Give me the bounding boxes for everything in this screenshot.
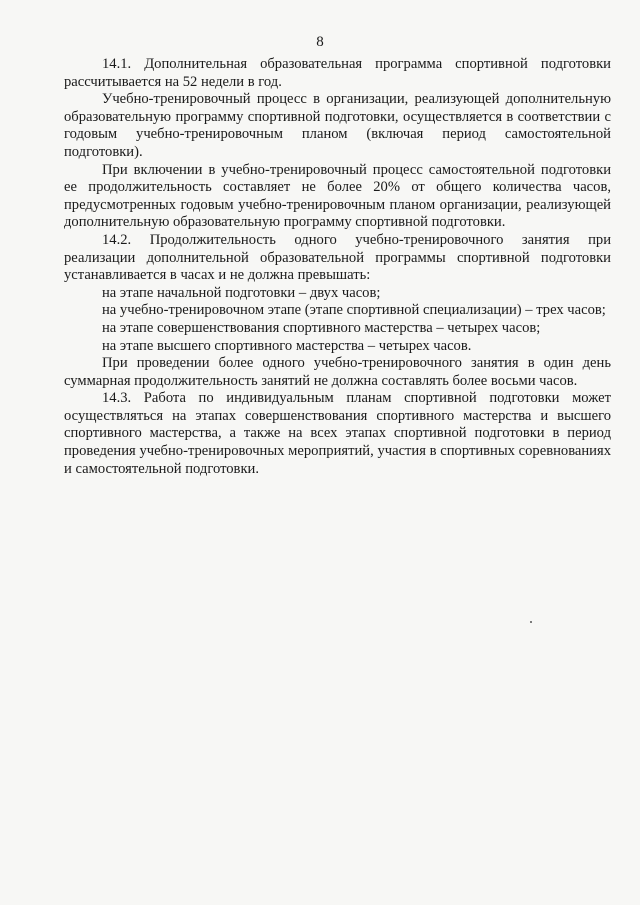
list-item-initial-stage: на этапе начальной подготовки – двух часов; (102, 284, 381, 301)
page-number: 8 (316, 34, 324, 50)
paragraph-daily-limit: При проведении более одного учебно-тренировочного занятия в один день суммарная продолжительность занятий не должна составлять более восьми часов. (64, 355, 611, 389)
paragraph-14-3: 14.3. Работа по индивидуальным планам спортивной подготовки может осуществляться на этапах совершенствования спортивного мастерства и высшего спортивного мастерства, а также на всех этапах спортивной подготовки в период проведения учебно-тренировочных мероприятий, участия в спортивных соревнованиях и самостоятельной подготовки. (64, 390, 611, 477)
paragraph-14-1: 14.1. Дополнительная образовательная программа спортивной подготовки рассчитывается на 52 недели в год. (64, 56, 611, 90)
scan-speck (530, 621, 533, 624)
paragraph-self-preparation: При включении в учебно-тренировочный процесс самостоятельной подготовки ее продолжительность составляет не более 20% от общего количества часов, предусмотренных годовым учебно-тренировочным планом организации, реализующей дополнительную образовательную программу спортивной подготовки. (64, 161, 611, 231)
paragraph-14-2: 14.2. Продолжительность одного учебно-тренировочного занятия при реализации дополнительной образовательной программы спортивной подготовки устанавливается в часах и не должна превышать: (64, 231, 611, 284)
document-body (64, 56, 611, 478)
list-item-training-stage: на учебно-тренировочном этапе (этапе спортивной специализации) – трех часов; (102, 302, 606, 319)
list-item-improvement-stage: на этапе совершенствования спортивного мастерства – четырех часов; (102, 319, 541, 336)
paragraph-training-process: Учебно-тренировочный процесс в организации, реализующей дополнительную образовательную программу спортивной подготовки, осуществляется в соответствии с годовым учебно-тренировочным планом (включая период самостоятельной подготовки). (64, 91, 611, 160)
list-item-higher-mastery-stage: на этапе высшего спортивного мастерства – четырех часов. (102, 337, 472, 354)
